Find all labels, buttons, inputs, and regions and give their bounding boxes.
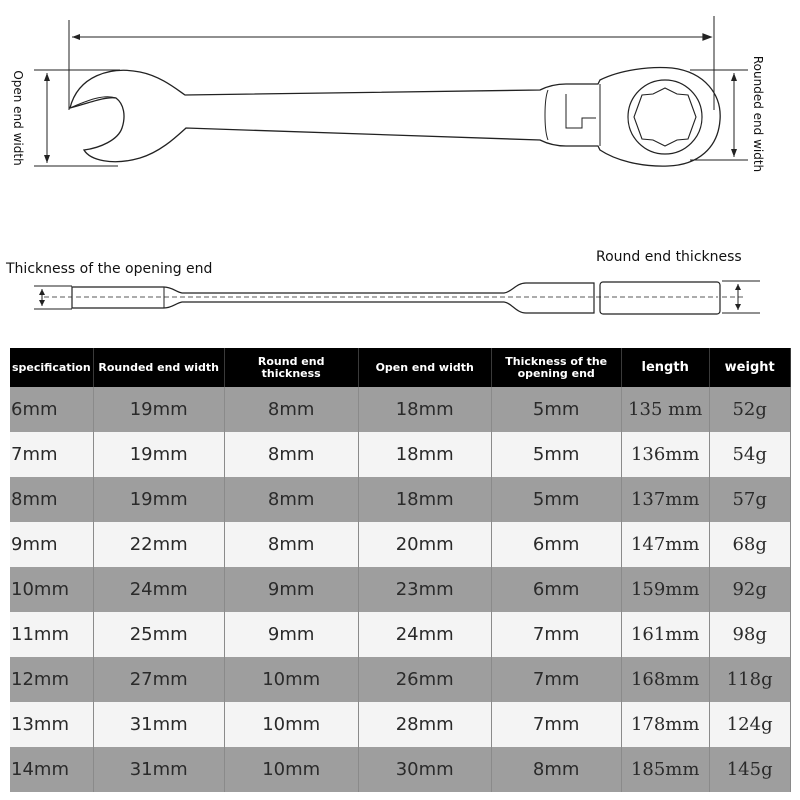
table-row	[10, 567, 790, 612]
cell-round-end-thickness: 9mm	[224, 612, 358, 657]
cell-weight: 92g	[709, 567, 790, 612]
cell-open-end-width: 30mm	[358, 747, 491, 792]
cell-rounded-end-width: 27mm	[93, 657, 224, 702]
cell-weight: 57g	[709, 477, 790, 522]
thickness-opening-end-label: Thickness of the opening end	[6, 261, 213, 277]
cell-thickness-opening-end: 6mm	[491, 567, 621, 612]
cell-rounded-end-width: 25mm	[93, 612, 224, 657]
cell-thickness-opening-end: 5mm	[491, 387, 621, 432]
table-row	[10, 477, 790, 522]
cell-round-end-thickness: 10mm	[224, 657, 358, 702]
cell-open-end-width: 20mm	[358, 522, 491, 567]
cell-round-end-thickness: 9mm	[224, 567, 358, 612]
cell-thickness-opening-end: 7mm	[491, 612, 621, 657]
cell-weight: 54g	[709, 432, 790, 477]
table-row	[10, 702, 790, 747]
cell-round-end-thickness: 10mm	[224, 702, 358, 747]
header-thickness-opening-end: Thickness of the opening end	[491, 348, 621, 387]
cell-thickness-opening-end: 8mm	[491, 747, 621, 792]
cell-specification: 7mm	[10, 432, 93, 477]
cell-round-end-thickness: 8mm	[224, 477, 358, 522]
header-length: length	[621, 348, 709, 387]
cell-thickness-opening-end: 7mm	[491, 657, 621, 702]
cell-round-end-thickness: 10mm	[224, 747, 358, 792]
cell-open-end-width: 23mm	[358, 567, 491, 612]
cell-length: 147mm	[621, 522, 709, 567]
cell-length: 135 mm	[621, 387, 709, 432]
table-row	[10, 657, 790, 702]
cell-open-end-width: 18mm	[358, 477, 491, 522]
cell-weight: 124g	[709, 702, 790, 747]
cell-round-end-thickness: 8mm	[224, 387, 358, 432]
cell-specification: 13mm	[10, 702, 93, 747]
cell-specification: 6mm	[10, 387, 93, 432]
cell-rounded-end-width: 19mm	[93, 477, 224, 522]
table-row	[10, 612, 790, 657]
cell-specification: 11mm	[10, 612, 93, 657]
cell-open-end-width: 28mm	[358, 702, 491, 747]
cell-length: 168mm	[621, 657, 709, 702]
table-header-row	[10, 348, 790, 387]
cell-thickness-opening-end: 7mm	[491, 702, 621, 747]
cell-specification: 9mm	[10, 522, 93, 567]
round-end-thickness-label: Round end thickness	[596, 249, 742, 265]
cell-thickness-opening-end: 6mm	[491, 522, 621, 567]
cell-open-end-width: 18mm	[358, 432, 491, 477]
rounded-end-width-label: Rounded end width	[751, 55, 765, 173]
cell-rounded-end-width: 22mm	[93, 522, 224, 567]
cell-weight: 68g	[709, 522, 790, 567]
header-open-end-width: Open end width	[358, 348, 491, 387]
header-specification: specification	[10, 348, 93, 387]
cell-weight: 98g	[709, 612, 790, 657]
cell-rounded-end-width: 19mm	[93, 387, 224, 432]
cell-specification: 12mm	[10, 657, 93, 702]
spec-table	[10, 348, 791, 792]
cell-thickness-opening-end: 5mm	[491, 432, 621, 477]
cell-round-end-thickness: 8mm	[224, 522, 358, 567]
cell-rounded-end-width: 19mm	[93, 432, 224, 477]
cell-weight: 118g	[709, 657, 790, 702]
cell-length: 178mm	[621, 702, 709, 747]
cell-length: 137mm	[621, 477, 709, 522]
header-rounded-end-width: Rounded end width	[93, 348, 224, 387]
table-row	[10, 522, 790, 567]
cell-open-end-width: 24mm	[358, 612, 491, 657]
wrench-dimension-diagram	[0, 0, 800, 340]
cell-open-end-width: 18mm	[358, 387, 491, 432]
cell-thickness-opening-end: 5mm	[491, 477, 621, 522]
cell-specification: 10mm	[10, 567, 93, 612]
header-weight: weight	[709, 348, 790, 387]
cell-rounded-end-width: 31mm	[93, 702, 224, 747]
table-row	[10, 747, 790, 792]
cell-length: 185mm	[621, 747, 709, 792]
table-row	[10, 432, 790, 477]
cell-length: 161mm	[621, 612, 709, 657]
cell-specification: 14mm	[10, 747, 93, 792]
cell-length: 159mm	[621, 567, 709, 612]
cell-rounded-end-width: 24mm	[93, 567, 224, 612]
table-row	[10, 387, 790, 432]
cell-rounded-end-width: 31mm	[93, 747, 224, 792]
header-round-end-thickness: Round end thickness	[224, 348, 358, 387]
cell-weight: 145g	[709, 747, 790, 792]
cell-length: 136mm	[621, 432, 709, 477]
cell-open-end-width: 26mm	[358, 657, 491, 702]
cell-specification: 8mm	[10, 477, 93, 522]
cell-weight: 52g	[709, 387, 790, 432]
cell-round-end-thickness: 8mm	[224, 432, 358, 477]
open-end-width-label: Open end width	[11, 70, 25, 166]
